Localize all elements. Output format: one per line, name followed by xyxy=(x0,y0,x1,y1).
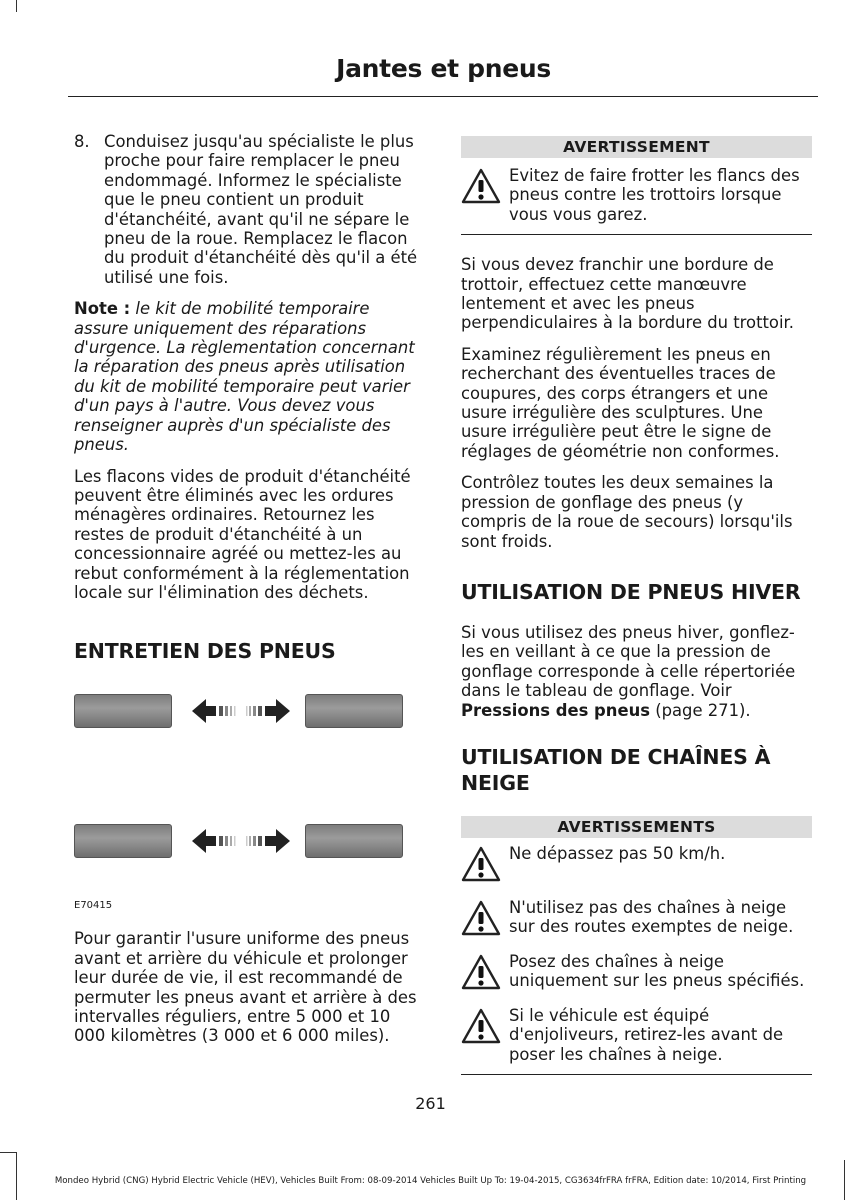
warning-divider xyxy=(461,234,812,235)
tire-icon xyxy=(74,824,172,858)
inspect-paragraph: Examinez régulièrement les pneus en recherchant des éventuelles traces de coupures, des corps étrangers et une usure irrégulière des sculptures. Une usure irrégulière peut être le signe de réglages de géométrie non conformes. xyxy=(461,344,780,461)
page-title: Jantes et pneus xyxy=(336,54,551,83)
header-divider xyxy=(68,96,818,97)
warning-text: N'utilisez pas des chaînes à neige sur des routes exemptes de neige. xyxy=(509,897,794,937)
list-item-text: Conduisez jusqu'au spécialiste le plus proche pour faire remplacer le pneu endommagé. Informez le spécialiste que le pneu contient un produit d'étanchéité, avant qu'il ne sépare le pneu de la roue. Remplacez le flacon du produit d'étanchéité dès qu'il a été utilisé une fois. xyxy=(104,132,418,287)
warning-item xyxy=(461,844,812,886)
disposal-paragraph: Les flacons vides de produit d'étanchéité peuvent être éliminés avec les ordures ménagères ordinaires. Retournez les restes de produit d'étanchéité à un concessionnaire agréé ou mettez-les au rebut conformément à la réglementation locale sur l'élimination des déchets. xyxy=(74,466,411,602)
winter-text: Si vous utilisez des pneus hiver, gonflez-les en veillant à ce que la pression de gonflage corresponde à celle répertoriée dans le tableau de gonflage. Voir xyxy=(461,622,796,701)
warning-text: Si le véhicule est équipé d'enjoliveurs, retirez-les avant de poser les chaînes à neige. xyxy=(509,1005,784,1064)
section-heading-tire-care: ENTRETIEN DES PNEUS xyxy=(74,639,336,664)
warning-item xyxy=(461,1006,812,1064)
warning-text: Posez des chaînes à neige uniquement sur les pneus spécifiés. xyxy=(509,951,805,991)
note-text: le kit de mobilité temporaire assure uniquement des réparations d'urgence. La règlementation concernant la réparation des pneus après utilisation du kit de mobilité temporaire peut varier d'un pays à l'autre. Vous devez vous renseigner auprès d'un spécialiste des pneus. xyxy=(74,299,415,455)
warning-triangle-icon xyxy=(461,952,509,994)
curb-paragraph: Si vous devez franchir une bordure de trottoir, effectuez cette manœuvre lentement et avec les pneus perpendiculaires à la bordure du trottoir. xyxy=(461,255,794,333)
warnings-heading: AVERTISSEMENTS xyxy=(461,816,812,838)
warning-item xyxy=(461,166,812,224)
footer: Mondeo Hybrid (CNG) Hybrid Electric Vehicle (HEV), Vehicles Built From: 08-09-2014 Vehicles Built Up To: 19-04-2015, CG3634frFRA frFRA, Edition date: 10/2014, First Printing xyxy=(54,1176,807,1186)
warning-text: Ne dépassez pas 50 km/h. xyxy=(509,843,726,863)
list-item xyxy=(74,132,425,287)
list-item-number: 8. xyxy=(74,132,90,151)
warning-item xyxy=(461,898,812,940)
section-heading-snow-chains: UTILISATION DE CHAÎNES À NEIGE xyxy=(461,744,771,795)
tire-rotation-illustration xyxy=(74,686,425,894)
note xyxy=(74,299,425,454)
warning-triangle-icon xyxy=(461,1006,509,1048)
warning-triangle-icon xyxy=(461,898,509,940)
tire-icon xyxy=(305,694,403,728)
warning-text: Evitez de faire frotter les flancs des pneus contre les trottoirs lorsque vous vous garez. xyxy=(509,166,800,224)
image-code: E70415 xyxy=(74,900,113,912)
tire-icon xyxy=(305,824,403,858)
tire-icon xyxy=(74,694,172,728)
winter-paragraph xyxy=(461,623,812,720)
double-arrow-icon xyxy=(192,827,290,855)
warnings-box xyxy=(461,816,812,1075)
left-column xyxy=(74,132,425,1046)
page-number: 261 xyxy=(415,1094,446,1113)
double-arrow-icon xyxy=(192,697,290,725)
crop-mark xyxy=(16,0,17,12)
rotation-paragraph: Pour garantir l'usure uniforme des pneus avant et arrière du véhicule et prolonger leur durée de vie, il est recommandé de permuter les pneus avant et arrière à des intervalles réguliers, entre 5 000 et 10 000 kilomètres (3 000 et 6 000 miles). xyxy=(74,929,417,1046)
warning-box xyxy=(461,136,812,235)
page-reference: (page 271). xyxy=(650,700,751,720)
pressure-paragraph: Contrôlez toutes les deux semaines la pression de gonflage des pneus (y compris de la roue de secours) lorsqu'ils sont froids. xyxy=(461,473,793,551)
warning-triangle-icon xyxy=(461,844,509,886)
section-heading-winter-tires: UTILISATION DE PNEUS HIVER xyxy=(461,579,801,604)
warning-divider xyxy=(461,1074,812,1075)
crop-mark xyxy=(0,1152,16,1153)
warning-item xyxy=(461,952,812,994)
note-label: Note : xyxy=(74,299,131,319)
warning-triangle-icon xyxy=(461,166,509,208)
warning-heading: AVERTISSEMENT xyxy=(461,136,812,158)
cross-reference-link[interactable]: Pressions des pneus xyxy=(461,700,650,720)
right-column xyxy=(461,136,812,1075)
